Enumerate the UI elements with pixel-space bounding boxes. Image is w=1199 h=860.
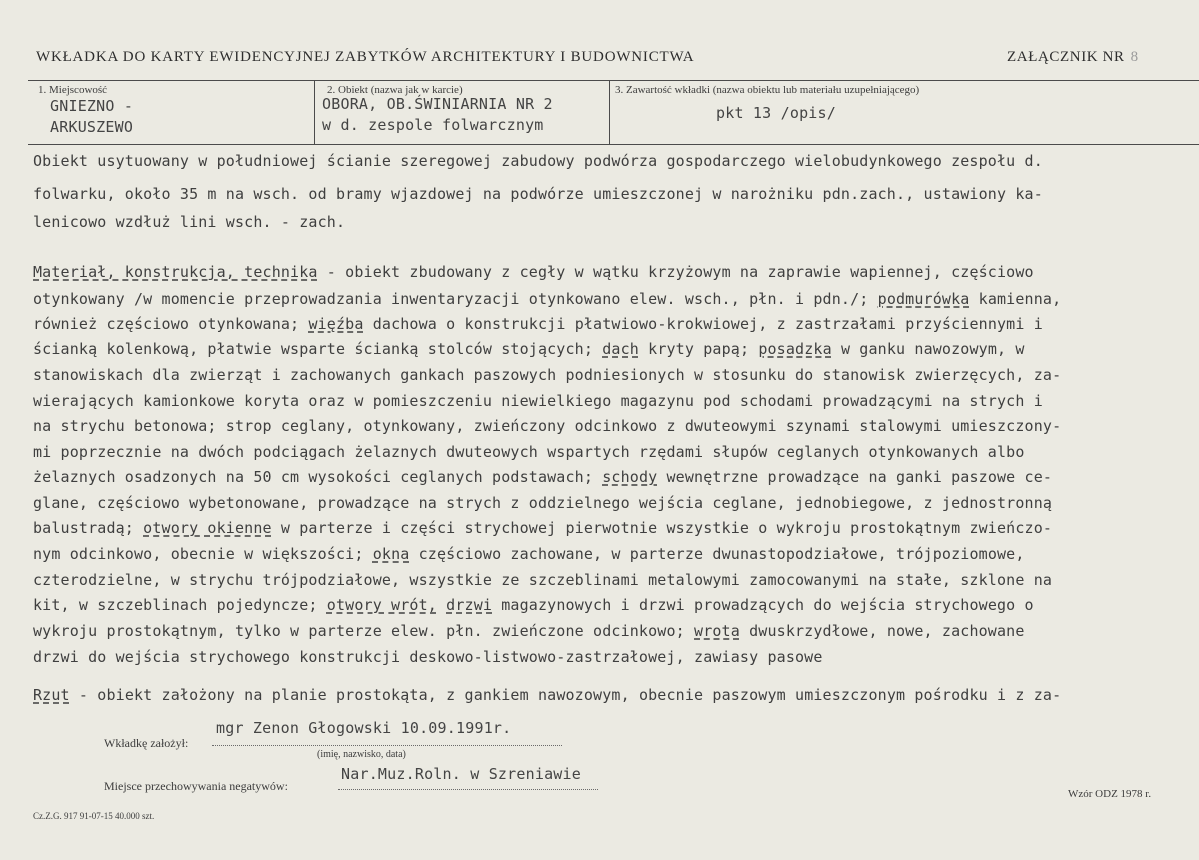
- body-line: [33, 545, 1025, 563]
- section-term: Materiał, konstrukcja, technika: [33, 263, 318, 281]
- body-text: magazynowych i drzwi prowadzących do wejścia strychowego o: [492, 596, 1034, 614]
- annex-number: 8: [1130, 49, 1139, 65]
- section-term: drzwi: [446, 596, 493, 614]
- body-line: na strychu betonowa; strop ceglany, otynkowany, zwieńczony odcinkowo z dwuteowymi szynami stalowymi umieszczony-: [33, 417, 1062, 435]
- body-line: [33, 290, 1061, 308]
- author-hint: (imię, nazwisko, data): [317, 749, 406, 760]
- object-value-line2: w d. zespole folwarcznym: [322, 116, 544, 134]
- body-text: ścianką kolenkową, płatwie wsparte ścianką stolców stojących;: [33, 340, 603, 358]
- section-term: okna: [372, 545, 410, 563]
- storage-label: Miejsce przechowywania negatywów:: [104, 779, 288, 793]
- body-text: kryty papą;: [638, 340, 759, 358]
- body-line: glane, częściowo wybetonowane, prowadzące na strych z oddzielnego wejścia ceglane, jednobiegowe, z jednostronną: [33, 494, 1053, 512]
- author-label: Wkładkę założył:: [104, 736, 189, 750]
- print-info: Cz.Z.G. 917 91-07-15 40.000 szt.: [33, 811, 155, 821]
- body-text: w ganku nawozowym, w: [831, 340, 1025, 358]
- body-text: dachowa o konstrukcji płatwiowo-krokwiowej, z zastrzałami przyściennymi i: [363, 315, 1043, 333]
- storage-value: Nar.Muz.Roln. w Szreniawie: [341, 765, 581, 783]
- section-term: wrota: [694, 622, 740, 640]
- section-term: schody: [602, 468, 658, 486]
- body-line: wierających kamionkowe koryta oraz w pomieszczeniu niewielkiego magazynu pod schodami prowadzącymi na strych i: [33, 392, 1043, 410]
- body-line: folwarku, około 35 m na wsch. od bramy wjazdowej na podwórze umieszczonej w narożniku pdn.zach., ustawiony ka-: [33, 185, 1043, 203]
- column-divider-2: [609, 80, 610, 144]
- body-line: [33, 340, 1025, 358]
- body-line: [33, 596, 1034, 614]
- body-text: balustradą;: [33, 519, 144, 537]
- body-text: kamienna,: [969, 290, 1062, 308]
- header-top-rule: [28, 80, 1199, 81]
- author-dotted-line: [212, 745, 562, 746]
- section-term: podmurówka: [877, 290, 970, 308]
- body-line: lenicowo wzdłuż lini wsch. - zach.: [33, 213, 346, 231]
- body-line: [33, 622, 1025, 640]
- body-line: czterodzielne, w strychu trójpodziałowe, wszystkie ze szczeblinami metalowymi zamocowanymi na stałe, szklone na: [33, 571, 1053, 589]
- body-text: kit, w szczeblinach pojedyncze;: [33, 596, 327, 614]
- body-line: [33, 315, 1043, 333]
- header-bottom-rule: [28, 144, 1199, 145]
- content-value: pkt 13 /opis/: [716, 104, 836, 122]
- section-term: Rzut: [33, 686, 70, 704]
- locality-label: 1. Miejscowość: [38, 84, 108, 96]
- body-line: mi poprzecznie na dwóch podciągach żelaznych dwuteowych wspartych rzędami słupów ceglanych otynkowanych albo: [33, 443, 1025, 461]
- body-text: - obiekt zbudowany z cegły w wątku krzyżowym na zaprawie wapiennej, częściowo: [317, 263, 1034, 281]
- storage-dotted-line: [338, 789, 598, 790]
- section-term: więźba: [308, 315, 364, 333]
- body-text: żelaznych osadzonych na 50 cm wysokości ceglanych podstawach;: [33, 468, 603, 486]
- body-line: [33, 468, 1052, 486]
- locality-value-line2: ARKUSZEWO: [50, 118, 134, 136]
- body-text: - obiekt założony na planie prostokąta, z gankiem nawozowym, obecnie paszowym umieszczonym pośrodku i z za-: [69, 686, 1062, 704]
- body-line: [33, 519, 1052, 537]
- body-line: stanowiskach dla zwierząt i zachowanych gankach paszowych podniesionych w stosunku do stanowisk zwierzęcych, za-: [33, 366, 1062, 384]
- annex-label-text: ZAŁĄCZNIK NR: [1007, 49, 1125, 65]
- object-label: 2. Obiekt (nazwa jak w karcie): [327, 84, 463, 96]
- body-text: otynkowany /w momencie przeprowadzania inwentaryzacji otynkowano elew. wsch., płn. i pdn./;: [33, 290, 878, 308]
- body-text: nym odcinkowo, obecnie w większości;: [33, 545, 373, 563]
- column-divider-1: [314, 80, 315, 144]
- body-text: częściowo zachowane, w parterze dwunastopodziałowe, trójpoziomowe,: [409, 545, 1025, 563]
- form-id: Wzór ODZ 1978 r.: [1068, 788, 1152, 800]
- body-line: [33, 263, 1034, 281]
- section-term: otwory wrót,: [326, 596, 437, 614]
- body-text: w parterze i części strychowej pierwotnie wszystkie o wykroju prostokątnym zwieńczo-: [271, 519, 1053, 537]
- body-line: [33, 686, 1061, 704]
- annex-label: [1007, 49, 1139, 66]
- body-text: również częściowo otynkowana;: [33, 315, 309, 333]
- content-label: 3. Zawartość wkładki (nazwa obiektu lub materiału uzupełniającego): [615, 84, 920, 96]
- section-term: otwory okienne: [143, 519, 272, 537]
- body-text: dwuskrzydłowe, nowe, zachowane: [739, 622, 1025, 640]
- body-text: wykroju prostokątnym, tylko w parterze elew. płn. zwieńczone odcinkowo;: [33, 622, 695, 640]
- author-value: mgr Zenon Głogowski 10.09.1991r.: [216, 719, 512, 737]
- section-term: dach: [602, 340, 639, 358]
- body-line: Obiekt usytuowany w południowej ścianie szeregowej zabudowy podwórza gospodarczego wielobudynkowego zespołu d.: [33, 152, 1043, 170]
- section-term: posadzka: [758, 340, 832, 358]
- body-line: drzwi do wejścia strychowego konstrukcji deskowo-listwowo-zastrzałowej, zawiasy pasowe: [33, 648, 823, 666]
- object-value-line1: OBORA, OB.ŚWINIARNIA NR 2: [322, 95, 553, 113]
- form-title: WKŁADKA DO KARTY EWIDENCYJNEJ ZABYTKÓW ARCHITEKTURY I BUDOWNICTWA: [36, 49, 695, 65]
- body-text: wewnętrzne prowadzące na ganki paszowe ce-: [657, 468, 1053, 486]
- locality-value-line1: GNIEZNO -: [50, 97, 134, 115]
- body-text: [437, 596, 446, 614]
